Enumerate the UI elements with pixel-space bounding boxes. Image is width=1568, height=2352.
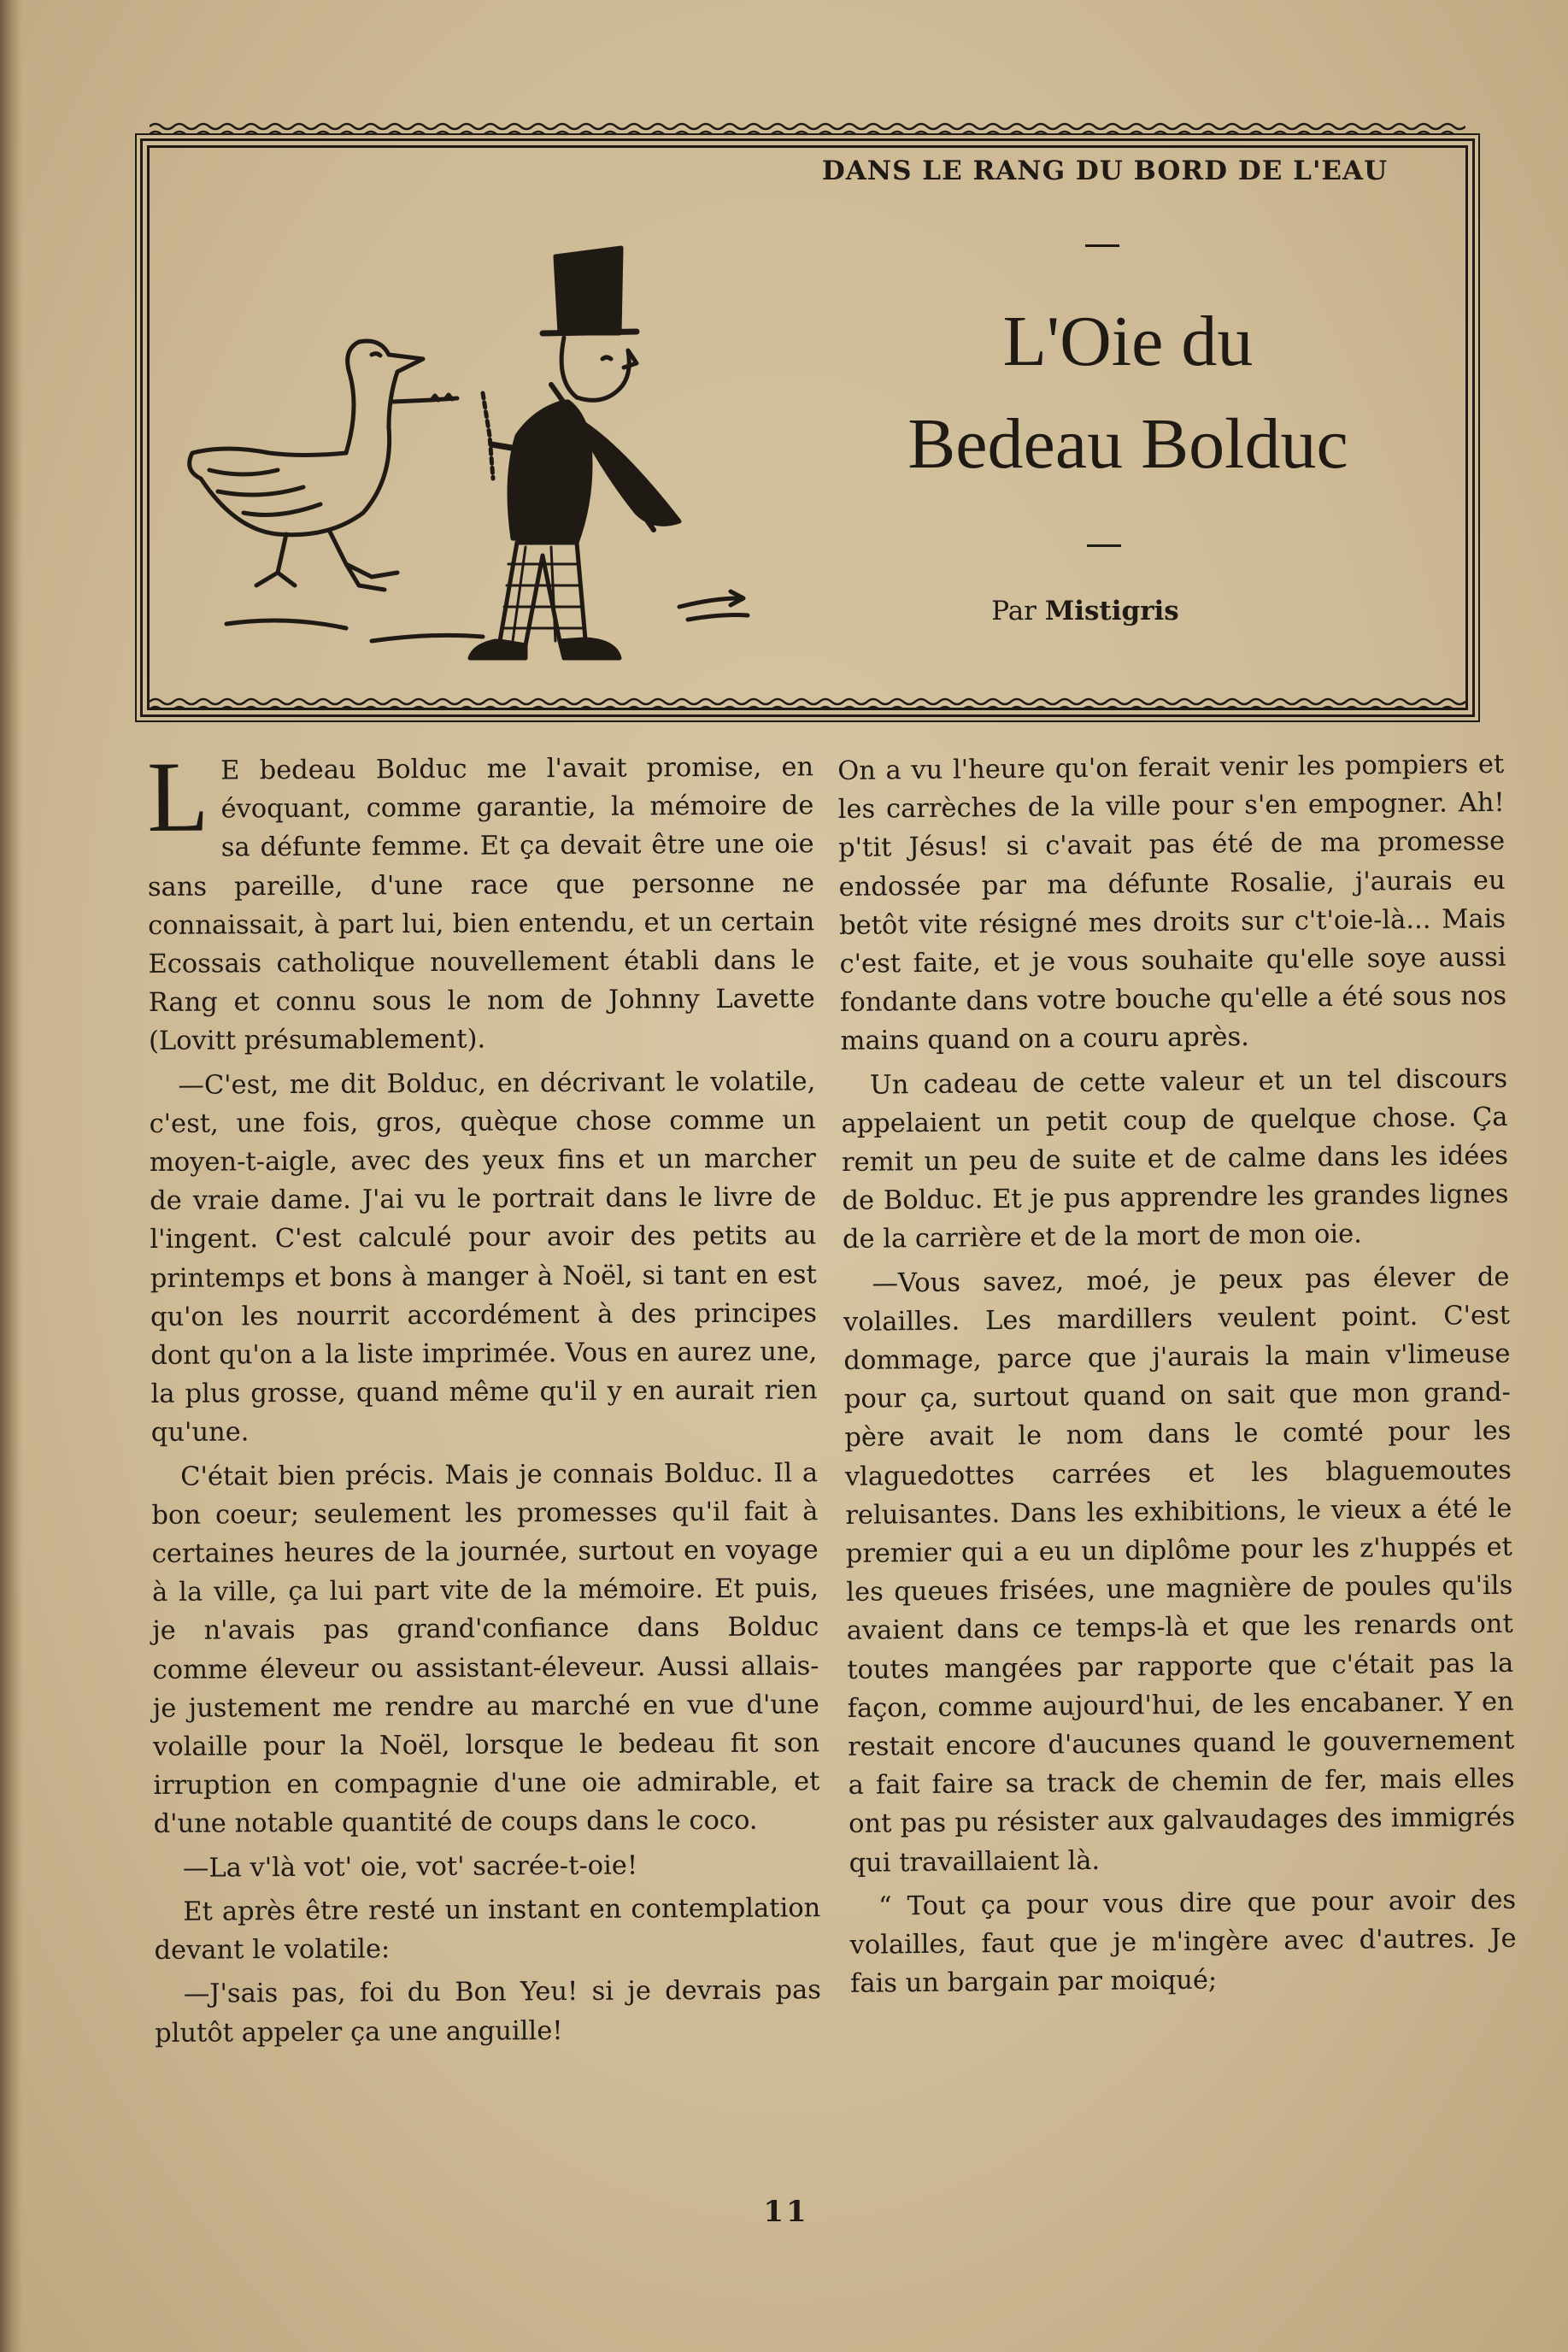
goose-and-bedeau-illustration <box>175 197 773 675</box>
title-dash-top <box>1085 244 1119 247</box>
paragraph: —C'est, me dit Bolduc, en décrivant le volatile, c'est, une fois, gros, quèque chose comme un moyen-t-aigle, avec des yeux fins et un marcher de vraie dame. J'ai vu le portrait dans le livre de l'ingent. C'est calculé pour avoir des petits au printemps et bons à manger à Noël, si tant en est qu'on les nourrit accordément à des principes dont qu'on a la liste imprimée. Vous en aurez une, la plus grosse, quand même qu'il y en aurait rien qu'une. <box>149 1066 818 1449</box>
article-title <box>820 291 1436 496</box>
article-column-left <box>146 740 821 2057</box>
title-dash-bottom <box>1087 544 1121 547</box>
wavy-border-top <box>150 121 1465 140</box>
paragraph: —La v'là vot' oie, vot' sacrée-t-oie! <box>182 1850 638 1884</box>
title-line-1: L'Oie du <box>1002 302 1254 381</box>
byline <box>906 596 1265 626</box>
paragraph: On a vu l'heure qu'on ferait venir les pompiers et les carrèches de la ville pour s'en empogner. Ah! p'tit Jésus! si c'avait pas été de ma promesse endossée par ma défunte Rosalie, j'aurais eu betôt vite résigné mes droits sur c't'oie-là... Mais c'est faite, et je vous souhaite qu'elle soye aussi fondante dans votre bouche qu'elle a été sous nos mains quand on a couru après. <box>837 749 1507 1057</box>
page-number: 11 <box>763 2195 809 2229</box>
byline-author: Mistigris <box>1044 596 1179 626</box>
series-heading: DANS LE RANG DU BORD DE L'EAU <box>821 156 1389 186</box>
byline-prefix: Par <box>991 596 1037 626</box>
paragraph: Et après être resté un instant en contemplation devant le volatile: <box>154 1893 821 1967</box>
paragraph: Un cadeau de cette valeur et un tel discours appelaient un petit coup de quelque chose. Ça remit un peu de suite et de calme dans les idées de Bolduc. Et je pus apprendre les grandes lignes de la carrière et de la mort de mon oie. <box>841 1063 1509 1255</box>
paragraph: —J'sais pas, foi du Bon Yeu! si je devrais pas plutôt appeler ça une anguille! <box>155 1975 821 2049</box>
paragraph-text: E bedeau Bolduc me l'avait promise, en évoquant, comme garantie, la mémoire de sa défunte femme. Et ça devait être une oie sans pareille, d'une race que personne ne connaissait, à part lui, bien entendu, et un certain Ecossais catholique nouvellement établi dans le Rang et connu sous le nom de Johnny Lavette (Lovitt présumablement). <box>147 752 815 1057</box>
drop-cap: L <box>146 740 209 853</box>
paragraph: “ Tout ça pour vous dire que pour avoir des volailles, faut que je m'ingère avec d'autres. Je fais un bargain par moiqué; <box>849 1885 1517 2000</box>
title-line-2: Bedeau Bolduc <box>907 404 1348 484</box>
paragraph: —Vous savez, moé, je peux pas élever de volailles. Les mardillers veulent point. C'est dommage, parce que j'aurais la main v'limeuse pour ça, surtout quand on sait que mon grand-père avait le nom dans le comté pour les vlaguedottes carrées et les blaguemoutes reluisantes. Dans les exhibitions, le vieux a été le premier qui a eu un diplôme pour les z'huppés et les queues frisées, une magnière de poules qu'ils avaient dans ce temps-là et que les renards ont toutes mangées par rapporte que c'était pas la façon, comme aujourd'hui, de les encabaner. Y en restait encore d'aucunes quand le gouvernement a fait faire sa track de chemin de fer, mais elles ont pas pu résister aux galvaudages des immigrés qui travaillaient là. <box>843 1261 1516 1879</box>
paragraph <box>146 740 815 1061</box>
article-column-right <box>837 745 1517 2009</box>
binding-gutter <box>0 0 22 2352</box>
paragraph: C'était bien précis. Mais je connais Bolduc. Il a bon coeur; seulement les promesses qu'il fait à certaines heures de la journée, surtout en voyage à la ville, ça lui part vite de la mémoire. Et puis, je n'avais pas grand'confiance dans Bolduc comme éleveur ou assistant-éleveur. Aussi allais-je justement me rendre au marché en vue d'une volaille pour la Noël, lorsque le bedeau fit son irruption en compagnie d'une oie admirable, et d'une notable quantité de coups dans le coco. <box>151 1457 820 1840</box>
